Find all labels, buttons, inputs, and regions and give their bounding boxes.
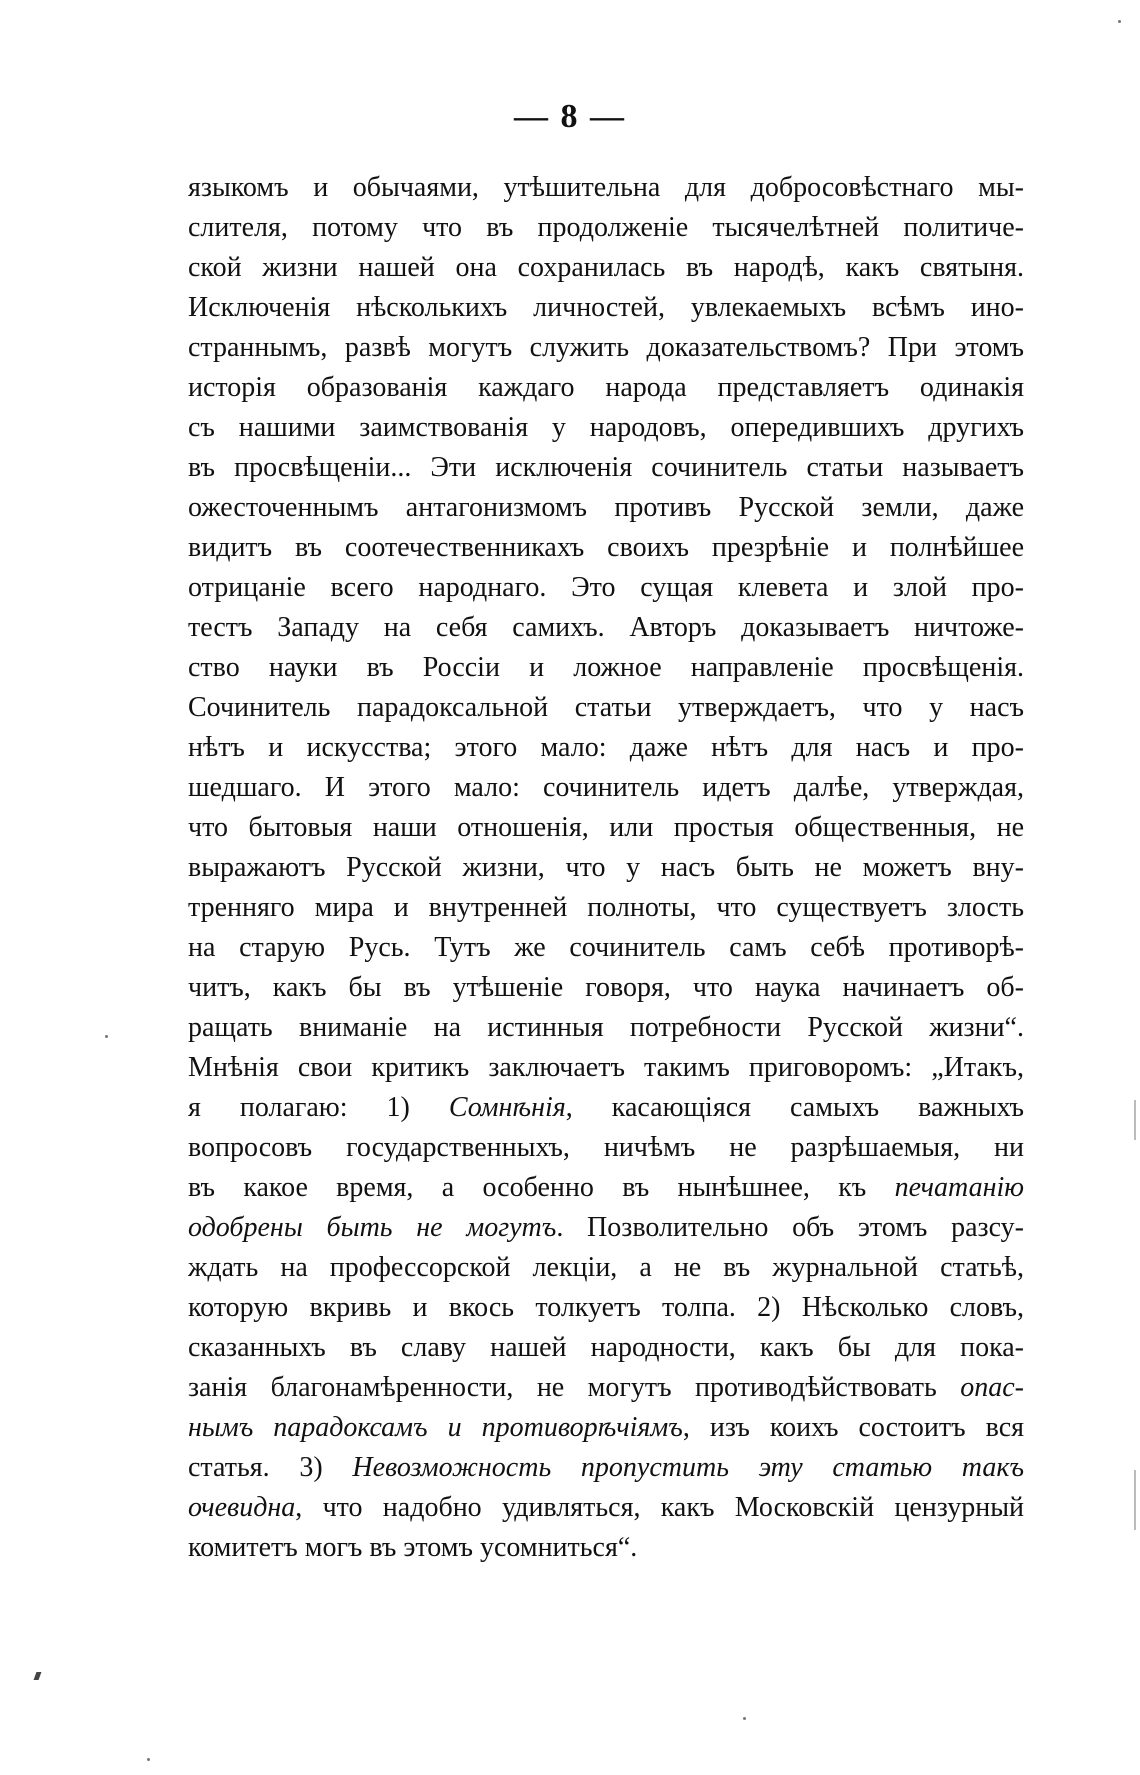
text-segment: шедшаго. И этого мало: сочинитель идетъ далѣе, утверждая, xyxy=(188,772,1024,803)
body-text xyxy=(188,168,1024,1568)
scan-speck xyxy=(147,1758,150,1761)
text-line xyxy=(188,1368,1024,1408)
italic-text: Невозможность пропустить эту статью такъ xyxy=(352,1452,1024,1483)
text-line xyxy=(188,1168,1024,1208)
text-segment: Сочинитель парадоксальной статьи утверждаетъ, что у насъ xyxy=(188,692,1024,723)
text-segment: , что надобно удивляться, какъ Московскій цензурный xyxy=(295,1492,1024,1523)
text-line xyxy=(188,328,1024,368)
italic-text: опас- xyxy=(960,1372,1024,1403)
italic-text: одобрены быть не могутъ xyxy=(188,1212,557,1243)
scan-speck xyxy=(1118,20,1121,23)
text-segment: статья. 3) xyxy=(188,1452,353,1483)
text-segment: читъ, какъ бы въ утѣшеніе говоря, что наука начинаетъ об- xyxy=(188,972,1024,1003)
text-segment: страннымъ, развѣ могутъ служить доказательствомъ? При этомъ xyxy=(188,332,1024,363)
text-segment: , изъ коихъ состоитъ вся xyxy=(682,1412,1024,1443)
text-segment: вопросовъ государственныхъ, ничѣмъ не разрѣшаемыя, ни xyxy=(188,1132,1024,1163)
text-line xyxy=(188,848,1024,888)
text-line xyxy=(188,1288,1024,1328)
text-segment: на старую Русь. Тутъ же сочинитель самъ себѣ противорѣ- xyxy=(188,932,1024,963)
text-segment: , касающіяся самыхъ важныхъ xyxy=(565,1092,1024,1123)
text-segment: исторія образованія каждаго народа представляетъ одинакія xyxy=(188,372,1024,403)
text-segment: нѣтъ и искусства; этого мало: даже нѣтъ для насъ и про- xyxy=(188,732,1024,763)
text-segment: комитетъ могъ въ этомъ усомниться“. xyxy=(188,1532,638,1563)
text-segment: что бытовыя наши отношенія, или простыя общественныя, не xyxy=(188,812,1024,843)
scan-edge-line xyxy=(1134,1100,1136,1140)
text-line xyxy=(188,528,1024,568)
text-line xyxy=(188,168,1024,208)
text-segment: которую вкривь и вкось толкуетъ толпа. 2) Нѣсколько словъ, xyxy=(188,1292,1024,1323)
text-line xyxy=(188,1208,1024,1248)
text-segment: слителя, потому что въ продолженіе тысячелѣтней политиче- xyxy=(188,212,1024,243)
text-segment: . Позволительно объ этомъ разсу- xyxy=(556,1212,1024,1243)
scan-speck xyxy=(105,1035,108,1038)
scan-mark xyxy=(34,1672,42,1680)
text-segment: Исключенія нѣсколькихъ личностей, увлекаемыхъ всѣмъ ино- xyxy=(188,292,1024,323)
text-line xyxy=(188,1448,1024,1488)
scan-speck xyxy=(743,1717,746,1720)
text-line xyxy=(188,1008,1024,1048)
text-line xyxy=(188,288,1024,328)
text-line xyxy=(188,1048,1024,1088)
text-line xyxy=(188,1088,1024,1128)
text-line xyxy=(188,928,1024,968)
scan-edge-line xyxy=(1134,1470,1136,1530)
text-segment: занія благонамѣренности, не могутъ противодѣйствовать xyxy=(188,1372,961,1403)
text-line xyxy=(188,728,1024,768)
text-segment: съ нашими заимствованія у народовъ, опередившихъ другихъ xyxy=(188,412,1024,443)
text-line xyxy=(188,568,1024,608)
text-line xyxy=(188,208,1024,248)
text-segment: выражаютъ Русской жизни, что у насъ быть не можетъ вну- xyxy=(188,852,1024,883)
text-segment: я полагаю: 1) xyxy=(188,1092,449,1123)
text-line xyxy=(188,488,1024,528)
text-segment: ожесточеннымъ антагонизмомъ противъ Русской земли, даже xyxy=(188,492,1024,523)
text-line xyxy=(188,448,1024,488)
text-segment: Мнѣнія свои критикъ заключаетъ такимъ приговоромъ: „Итакъ, xyxy=(188,1052,1024,1083)
text-line xyxy=(188,368,1024,408)
text-line xyxy=(188,608,1024,648)
text-line xyxy=(188,1488,1024,1528)
text-line xyxy=(188,1248,1024,1288)
text-segment: ращать вниманіе на истинныя потребности Русской жизни“. xyxy=(188,1012,1024,1043)
text-line xyxy=(188,768,1024,808)
text-line xyxy=(188,408,1024,448)
text-segment: ждать на профессорской лекціи, а не въ журнальной статьѣ, xyxy=(188,1252,1024,1283)
text-segment: видитъ въ соотечественникахъ своихъ презрѣніе и полнѣйшее xyxy=(188,532,1024,563)
text-line xyxy=(188,1128,1024,1168)
text-line xyxy=(188,808,1024,848)
text-line xyxy=(188,248,1024,288)
text-line xyxy=(188,1528,1024,1568)
text-line xyxy=(188,888,1024,928)
text-segment: въ какое время, а особенно въ нынѣшнее, къ xyxy=(188,1172,895,1203)
italic-text: очевидна xyxy=(188,1492,296,1523)
text-segment: въ просвѣщеніи... Эти исключенія сочинитель статьи называетъ xyxy=(188,452,1024,483)
italic-text: печатанію xyxy=(894,1172,1024,1203)
text-line xyxy=(188,688,1024,728)
text-segment: ской жизни нашей она сохранилась въ народѣ, какъ святыня. xyxy=(188,252,1024,283)
italic-text: Сомнѣнія xyxy=(448,1092,566,1123)
text-segment: тестъ Западу на себя самихъ. Авторъ доказываетъ ничтоже- xyxy=(188,612,1024,643)
text-segment: сказанныхъ въ славу нашей народности, какъ бы для пока- xyxy=(188,1332,1024,1363)
text-line xyxy=(188,968,1024,1008)
text-segment: ство науки въ Россіи и ложное направленіе просвѣщенія. xyxy=(188,652,1024,683)
italic-text: нымъ парадоксамъ и противорѣчіямъ xyxy=(188,1412,683,1443)
text-segment: языкомъ и обычаями, утѣшительна для добросовѣстнаго мы- xyxy=(188,172,1024,203)
text-segment: отрицаніе всего народнаго. Это сущая клевета и злой про- xyxy=(188,572,1024,603)
text-segment: тренняго мира и внутренней полноты, что существуетъ злость xyxy=(188,892,1024,923)
text-line xyxy=(188,1408,1024,1448)
text-line xyxy=(188,1328,1024,1368)
text-line xyxy=(188,648,1024,688)
page-number: — 8 — xyxy=(514,98,626,135)
